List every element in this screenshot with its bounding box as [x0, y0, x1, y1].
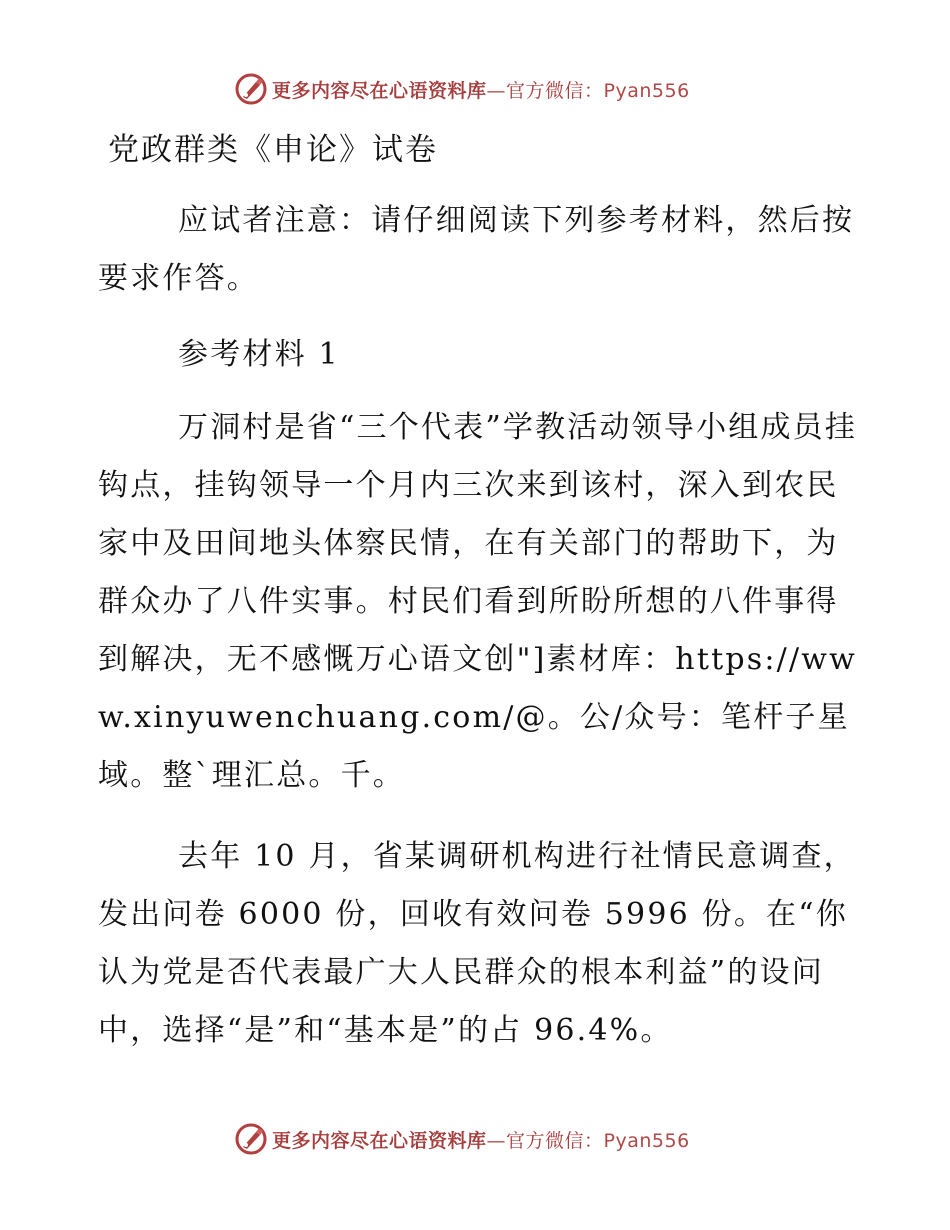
material-heading: 参考材料 1	[178, 337, 340, 372]
watermark-wechat-id: Pyan556	[603, 79, 690, 102]
watermark-wechat-id: Pyan556	[603, 1129, 690, 1152]
watermark-header	[234, 72, 754, 106]
watermark-official-label: 官方微信：	[506, 1129, 604, 1152]
notice-paragraph: 应试者注意：请仔细阅读下列参考材料，然后按要求作答。	[98, 203, 855, 296]
watermark-text	[272, 1126, 690, 1153]
watermark-main-text: 更多内容尽在心语资料库	[272, 1129, 487, 1152]
watermark-separator: —	[486, 1129, 507, 1152]
watermark-text	[272, 76, 690, 103]
watermark-separator: —	[486, 79, 507, 102]
document-title: 党政群类《申论》试卷	[108, 132, 438, 168]
watermark-main-text: 更多内容尽在心语资料库	[272, 79, 487, 102]
material-paragraph-1: 万洞村是省“三个代表”学教活动领导小组成员挂钩点，挂钩领导一个月内三次来到该村，深入到农民家中及田间地头体察民情，在有关部门的帮助下，为群众办了八件实事。村民们看到所盼所想的八件事得到解决，无不感慨万心语文创"]素材库：https://www.xinyuwenchuang.com/@。公/众号：笔杆子星域。整`理汇总。千。	[98, 410, 858, 793]
watermark-official-label: 官方微信：	[506, 79, 604, 102]
material-paragraph-2: 去年 10 月，省某调研机构进行社情民意调查，发出问卷 6000 份，回收有效问卷 5996 份。在“你认为党是否代表最广大人民群众的根本利益”的设问中，选择“是”和“基本是”的占 96.4%。	[98, 839, 856, 1048]
pen-logo-icon	[234, 1122, 268, 1156]
watermark-footer	[234, 1122, 754, 1156]
pen-logo-icon	[234, 72, 268, 106]
